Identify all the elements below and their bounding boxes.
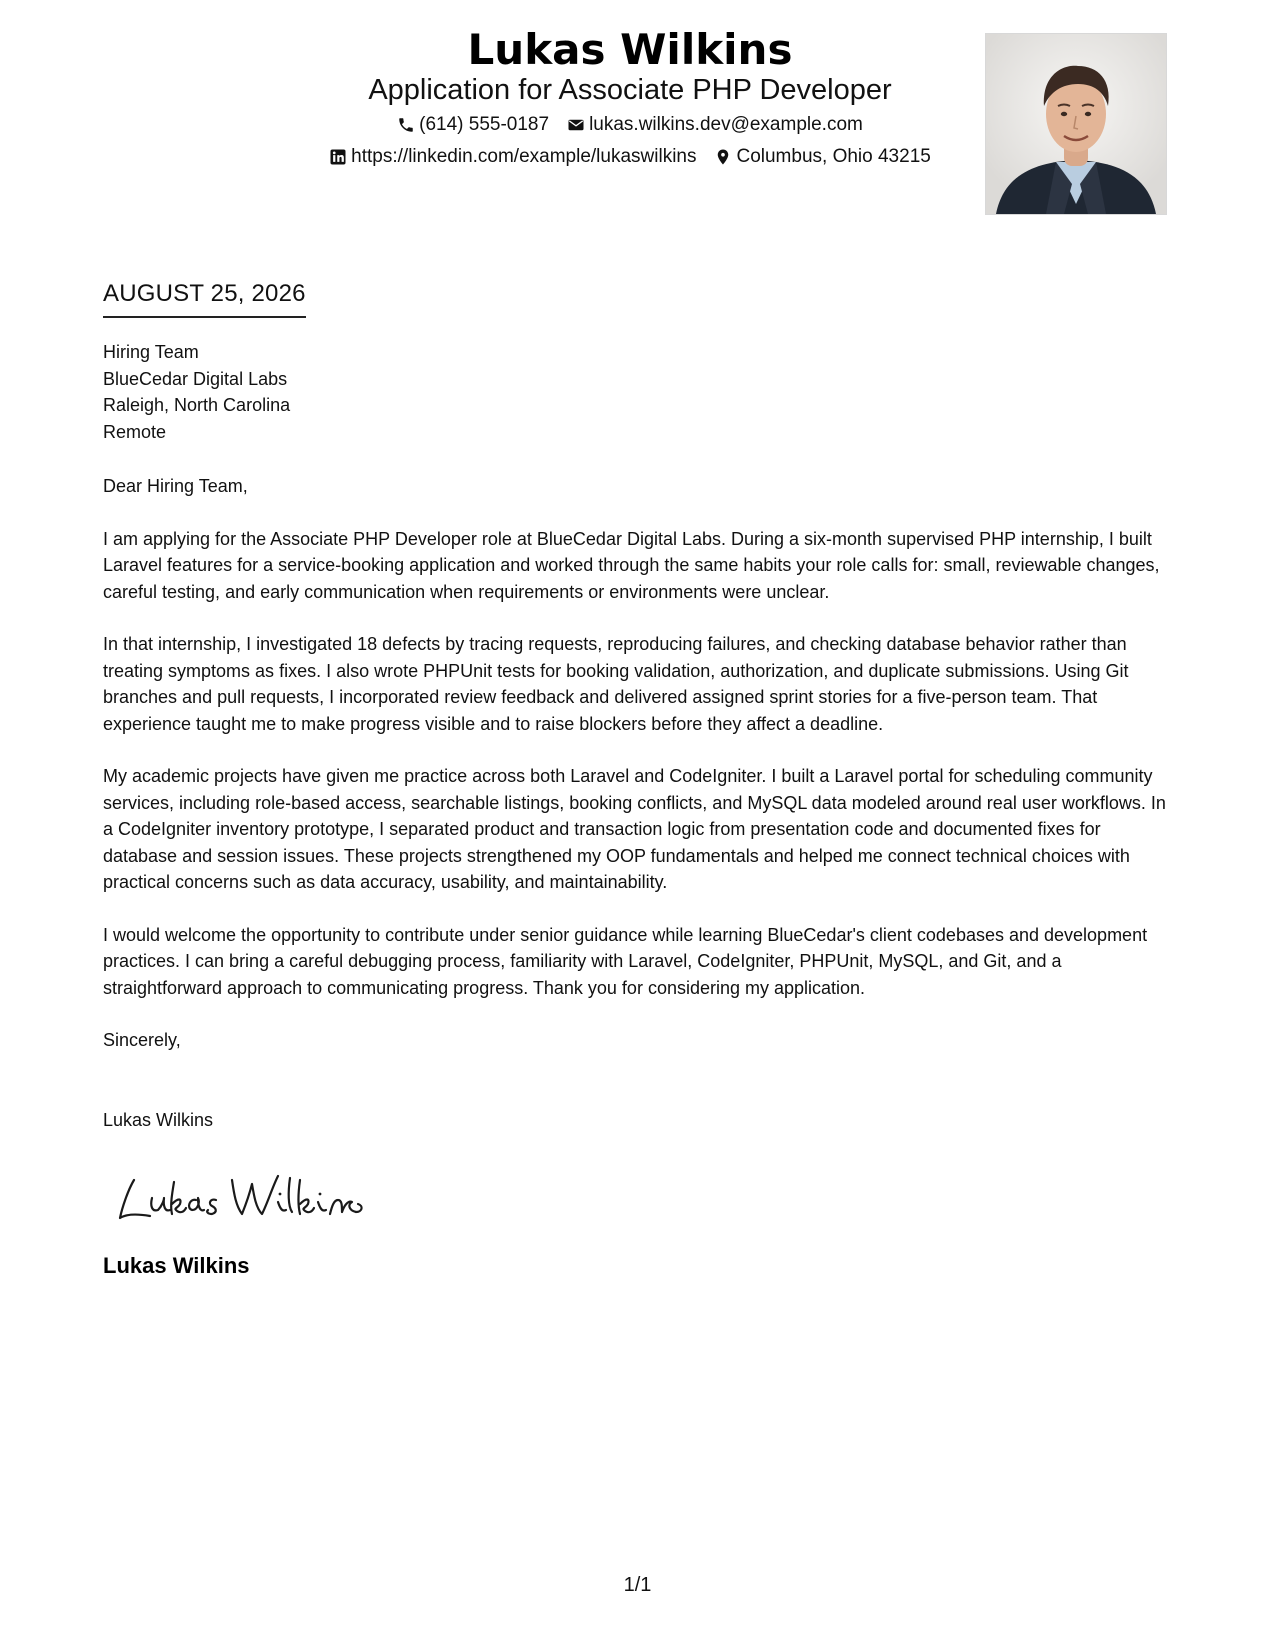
- letter-date: [103, 278, 306, 318]
- contact-row-primary: [200, 113, 1060, 137]
- recipient-line: Hiring Team: [103, 342, 199, 362]
- salutation: Dear Hiring Team,: [103, 476, 248, 496]
- body-paragraph: In that internship, I investigated 18 defects by tracing requests, reproducing failures, and checking database behavior rather than treating symptoms as fixes. I also wrote PHPUnit tests for booking validation, authorization, and duplicate submissions. Using Git branches and pull requests, I incorporated review feedback and delivered assigned sprint stories for a five-person team. That experience taught me to make progress visible and to raise blockers before they affect a deadline.: [103, 634, 1129, 734]
- contact-email[interactable]: [567, 113, 863, 137]
- typed-name: Lukas Wilkins: [103, 1110, 214, 1130]
- closing: Sincerely,: [103, 1030, 181, 1050]
- linkedin-icon: [329, 148, 347, 166]
- page-number: 1/1: [623, 1574, 652, 1596]
- letter-body: [103, 473, 1178, 1027]
- envelope-icon: [567, 116, 585, 134]
- map-pin-icon: [714, 148, 732, 166]
- email-address[interactable]: lukas.wilkins.dev@example.com: [589, 114, 863, 135]
- linkedin-url[interactable]: https://linkedin.com/example/lukaswilkins: [351, 146, 697, 167]
- profile-photo: [985, 33, 1167, 215]
- signature-printed-name: Lukas Wilkins: [103, 1253, 250, 1278]
- body-paragraph: My academic projects have given me practice across both Laravel and CodeIgniter. I built a Laravel portal for scheduling community services, including role-based access, searchable listings, booking conflicts, and MySQL data modeled around real user workflows. In a CodeIgniter inventory prototype, I separated product and transaction logic from presentation code and documented fixes for database and session issues. These projects strengthened my OOP fundamentals and helped me connect technical choices with practical concerns such as data accuracy, usability, and maintainability.: [103, 766, 1166, 892]
- contact-row-secondary: [200, 145, 1060, 169]
- recipient-location: Raleigh, North Carolina: [103, 395, 291, 415]
- recipient-address: [103, 339, 1173, 445]
- contact-phone: [397, 113, 549, 137]
- contact-linkedin[interactable]: [329, 145, 696, 169]
- letter-header: [0, 0, 1275, 230]
- location-text: Columbus, Ohio 43215: [736, 146, 931, 167]
- body-paragraph: I am applying for the Associate PHP Developer role at BlueCedar Digital Labs. During a six-month supervised PHP internship, I built Laravel features for a service-booking application and worked through the same habits your role calls for: small, reviewable changes, careful testing, and early communication when requirements or environments were unclear.: [103, 528, 1160, 602]
- applicant-name: Lukas Wilkins: [467, 25, 793, 74]
- recipient-company: BlueCedar Digital Labs: [103, 368, 288, 389]
- handwritten-signature: [112, 1160, 372, 1230]
- recipient-work-mode: Remote: [103, 421, 167, 442]
- phone-number: (614) 555-0187: [419, 114, 550, 135]
- date-text: AUGUST 25, 2026: [103, 278, 306, 318]
- application-subtitle: Application for Associate PHP Developer: [368, 74, 892, 106]
- body-paragraph: I would welcome the opportunity to contribute under senior guidance while learning BlueCedar's client codebases and development practices. I can bring a careful debugging process, familiarity with Laravel, CodeIgniter, PHPUnit, MySQL, and Git, and a straightforward approach to communicating progress. Thank you for considering my application.: [103, 924, 1148, 998]
- contact-location: [714, 145, 930, 169]
- phone-icon: [397, 116, 415, 134]
